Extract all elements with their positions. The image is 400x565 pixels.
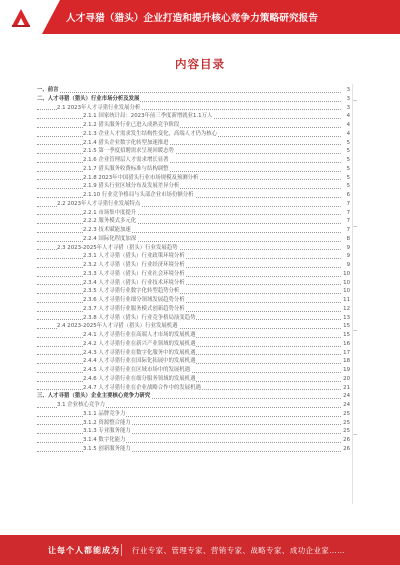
toc-entry-text: 一、前言 <box>37 87 59 93</box>
toc-entry-text: 3.1 企业核心竞争力 <box>57 402 106 408</box>
toc-entry-text: 2.1.3 企业人才需求发生结构性变化，高端人才仍为核心 <box>83 130 218 137</box>
toc-entry-text: 2.1.10 行业竞争格局与头部企业市场份额分析 <box>83 192 194 198</box>
toc-entry-text: 2.3.8 人才寻猎（猎头）行业竞争格局演变趋势 <box>83 314 196 321</box>
toc-entry-text: 2.4 2023-2025年人才寻猎（猎头）行业发展机遇 <box>57 323 178 330</box>
toc-page-number: 4 <box>341 130 350 139</box>
toc-page-number: 5 <box>341 139 350 148</box>
toc-entry-text: 3.1.5 创新服务能力 <box>83 445 131 452</box>
header-banner <box>0 0 400 34</box>
toc-page-number: 5 <box>341 165 350 174</box>
toc-page-number: 18 <box>341 357 350 366</box>
toc-page-number: 11 <box>341 296 350 305</box>
toc-entry[interactable] <box>37 436 350 445</box>
toc-entry-text: 3.1.4 数字化能力 <box>83 437 126 443</box>
toc-entry-text: 2.2 2023年人才寻猎行业发展特点 <box>57 200 141 207</box>
toc-entry[interactable] <box>37 139 350 148</box>
toc-entry[interactable] <box>37 244 350 253</box>
toc-entry[interactable] <box>37 130 350 139</box>
toc-entry-text: 三、人才寻猎（猎头）企业主要核心竞争力研究 <box>37 393 151 400</box>
toc-entry[interactable] <box>37 86 350 95</box>
toc-page-number: 5 <box>341 182 350 191</box>
toc-entry[interactable] <box>37 104 350 113</box>
toc-entry-text: 2.3.4 人才寻猎（猎头）行业技术环境分析 <box>83 279 185 286</box>
toc-entry-text: 2.1.8 2023年中国猎头行业市场规模及预测分析 <box>83 174 199 181</box>
toc-entry-text: 2.1.5 第一季度招聘需求呈现回暖态势 <box>83 148 174 155</box>
side-dash-mark <box>353 434 357 435</box>
toc-entry[interactable] <box>37 305 350 314</box>
toc-entry[interactable] <box>37 287 350 296</box>
toc-page-number: 24 <box>341 392 350 401</box>
toc-page-number: 15 <box>341 331 350 340</box>
toc-page-number: 4 <box>341 112 350 121</box>
toc-page-number: 21 <box>341 384 350 393</box>
toc-page-number: 10 <box>341 279 350 288</box>
toc-entry[interactable] <box>37 357 350 366</box>
toc-entry-text: 2.1.1 国家统计局：2023年前三季度新增就业1.1万人 <box>83 113 213 120</box>
toc-entry-text: 2.3.3 人才寻猎（猎头）行业社会环境分析 <box>83 270 185 277</box>
toc-entry-text: 2.3.7 人才寻猎行业服务模式创新趋势分析 <box>83 305 185 312</box>
toc-entry-text: 二、人才寻猎（猎头）行业市场分析及发展 <box>37 95 140 102</box>
toc-page-number: 9 <box>341 252 350 261</box>
toc-entry[interactable] <box>37 174 350 183</box>
toc-page-number: 7 <box>341 200 350 209</box>
toc-entry[interactable] <box>37 182 350 191</box>
toc-page-number: 20 <box>341 375 350 384</box>
toc-entry[interactable] <box>37 340 350 349</box>
toc-entry-text: 2.2.3 技术赋能加速 <box>83 227 131 233</box>
toc-page-number: 24 <box>341 401 350 410</box>
footer-roles: 行业专家、管理专家、营销专家、战略专家、成功企业家…… <box>132 546 346 555</box>
toc-entry-text: 2.2.4 国际化程度加深 <box>83 235 137 242</box>
toc-page-number: 19 <box>341 366 350 375</box>
toc-entry[interactable] <box>37 191 350 200</box>
toc-page-number: 26 <box>341 445 350 454</box>
toc-leader-dots <box>37 92 341 93</box>
toc-page-number: 12 <box>341 305 350 314</box>
toc-entry-text: 3.1.2 资源整合能力 <box>83 419 131 426</box>
toc-entry-text: 2.4.3 人才寻猎行业在数字化服务中的发展机遇 <box>83 349 196 356</box>
toc-entry[interactable] <box>37 419 350 428</box>
table-of-contents <box>37 86 350 454</box>
toc-heading: 内容目录 <box>175 57 225 71</box>
side-dash-mark <box>353 330 357 331</box>
toc-page-number: 3 <box>341 86 350 95</box>
toc-entry-text: 2.3.6 人才寻猎行业细分领域发展趋势分析 <box>83 297 185 303</box>
toc-entry[interactable] <box>37 235 350 244</box>
toc-page-number: 16 <box>341 340 350 349</box>
toc-entry[interactable] <box>37 427 350 436</box>
toc-page-number: 7 <box>341 217 350 226</box>
toc-entry-text: 2.4.6 人才寻猎行业在细分服务领域的发展机遇 <box>83 375 196 382</box>
toc-page-number: 10 <box>341 287 350 296</box>
toc-entry[interactable] <box>37 217 350 226</box>
toc-entry[interactable] <box>37 366 350 375</box>
footer-slogan: 让每个人都能成为 <box>48 546 120 555</box>
toc-entry[interactable] <box>37 314 350 323</box>
toc-entry-text: 3.1.1 品牌竞争力 <box>83 410 126 417</box>
toc-entry[interactable] <box>37 226 350 235</box>
toc-entry[interactable] <box>37 375 350 384</box>
toc-page-number: 25 <box>341 427 350 436</box>
toc-entry-text: 2.1 2023年人才寻猎行业发展分析 <box>57 104 141 111</box>
toc-entry[interactable] <box>37 261 350 270</box>
toc-page-number: 13 <box>341 314 350 323</box>
toc-entry[interactable] <box>37 147 350 156</box>
toc-entry[interactable] <box>37 112 350 121</box>
toc-page-number: 8 <box>341 235 350 244</box>
toc-page-number: 25 <box>341 419 350 428</box>
toc-page-number: 9 <box>341 261 350 270</box>
toc-entry[interactable] <box>37 296 350 305</box>
toc-entry-text: 2.2.1 市场集中度提升 <box>83 209 137 216</box>
toc-entry[interactable] <box>37 384 350 393</box>
toc-entry[interactable] <box>37 392 350 401</box>
brand-logo-icon <box>10 6 32 28</box>
toc-page-number: 6 <box>341 191 350 200</box>
toc-entry-text: 2.1.6 企业管理层人才需求增长显著 <box>83 157 169 163</box>
side-dash-mark <box>353 226 357 227</box>
report-title: 人才寻猎（猎头）企业打造和提升核心竞争力策略研究报告 <box>66 13 319 24</box>
toc-page-number: 3 <box>341 104 350 113</box>
toc-entry[interactable] <box>37 200 350 209</box>
toc-page-number: 4 <box>341 121 350 130</box>
toc-entry-text: 2.2.2 服务模式多元化 <box>83 218 137 225</box>
toc-entry-text: 2.1.9 猎头行业区域分布及发展差异分析 <box>83 183 180 190</box>
toc-entry[interactable] <box>37 121 350 130</box>
toc-entry-text: 2.3.5 人才寻猎行业数字化转型趋势分析 <box>83 288 180 295</box>
toc-entry-text: 2.4.5 人才寻猎行业在区域市场中的发展机遇 <box>83 367 191 373</box>
toc-entry-text: 2.4.7 人才寻猎行业在企业战略合作中的发展机遇 <box>83 384 201 391</box>
toc-entry-text: 2.3.2 人才寻猎（猎头）行业经济环境分析 <box>83 262 185 268</box>
toc-page-number: 26 <box>341 436 350 445</box>
toc-page-number: 7 <box>341 226 350 235</box>
toc-entry-text: 2.1.7 猎头服务收费标准与结构调整 <box>83 165 169 172</box>
toc-entry[interactable] <box>37 331 350 340</box>
toc-entry[interactable] <box>37 410 350 419</box>
toc-entry[interactable] <box>37 165 350 174</box>
toc-entry-text: 2.4.2 人才寻猎行业在新兴产业领域的发展机遇 <box>83 340 196 347</box>
toc-page-number: 3 <box>341 95 350 104</box>
toc-page-number: 15 <box>341 322 350 331</box>
toc-entry-text: 2.1.2 猎头服务行业已进入成熟竞争阶段 <box>83 122 180 128</box>
toc-entry[interactable] <box>37 95 350 104</box>
toc-page-number: 7 <box>341 209 350 218</box>
toc-page-number: 10 <box>341 270 350 279</box>
side-divider <box>352 84 353 504</box>
toc-entry-text: 2.3 2023-2025年人才寻猎（猎头）行业发展趋势 <box>57 244 178 251</box>
toc-page-number: 5 <box>341 156 350 165</box>
toc-entry[interactable] <box>37 349 350 358</box>
toc-entry[interactable] <box>37 252 350 261</box>
toc-entry-text: 2.1.4 猎头企业数字化转型加速推进 <box>83 139 169 146</box>
toc-entry[interactable] <box>37 279 350 288</box>
toc-entry[interactable] <box>37 445 350 454</box>
toc-page-number: 17 <box>341 349 350 358</box>
footer-divider <box>121 544 122 556</box>
toc-page-number: 25 <box>341 410 350 419</box>
side-dash-mark <box>353 100 357 101</box>
toc-entry-text: 3.1.3 专业服务能力 <box>83 428 131 435</box>
toc-entry-text: 2.4.4 人才寻猎行业在国际化拓展中的发展机遇 <box>83 358 196 365</box>
toc-entry[interactable] <box>37 156 350 165</box>
toc-page-number: 5 <box>341 174 350 183</box>
toc-entry[interactable] <box>37 209 350 218</box>
toc-entry[interactable] <box>37 401 350 410</box>
toc-page-number: 9 <box>341 244 350 253</box>
toc-entry-text: 2.4.1 人才寻猎行业在高端人才市场的发展机遇 <box>83 332 196 338</box>
toc-entry[interactable] <box>37 322 350 331</box>
logo-panel <box>0 0 60 34</box>
toc-entry[interactable] <box>37 270 350 279</box>
toc-entry-text: 2.3.1 人才寻猎（猎头）行业政策环境分析 <box>83 253 185 260</box>
toc-page-number: 5 <box>341 147 350 156</box>
footer-banner <box>0 535 400 565</box>
